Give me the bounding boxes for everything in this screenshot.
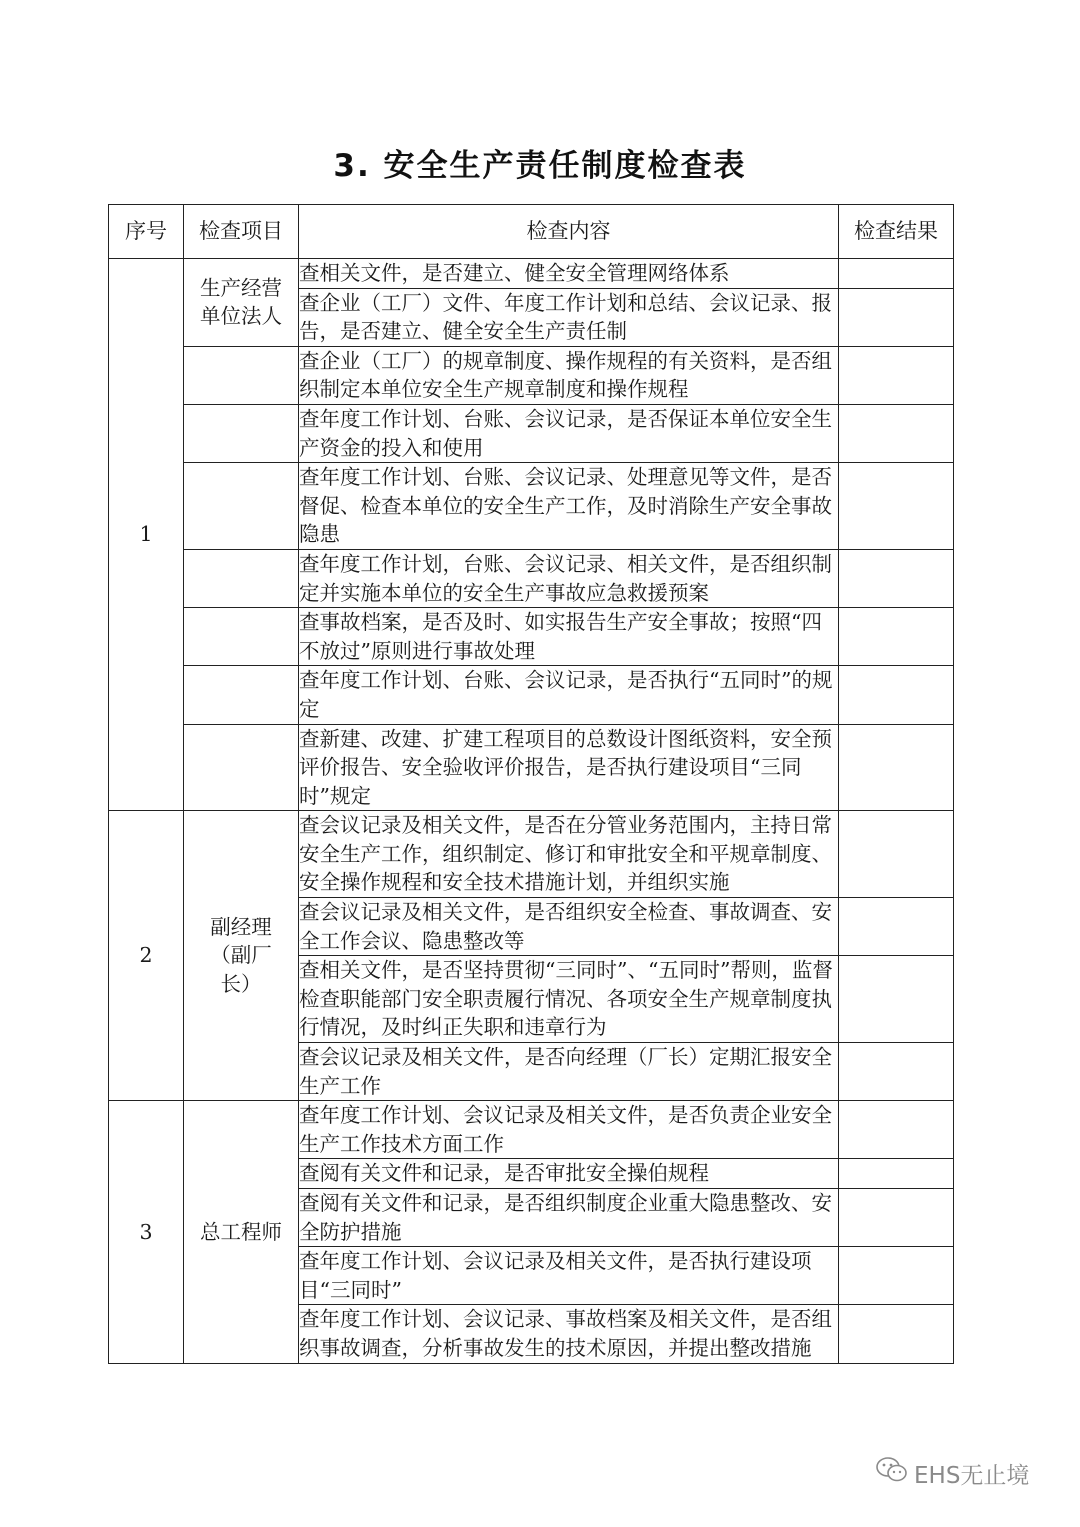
content-cell: 查会议记录及相关文件，是否向经理（厂长）定期汇报安全生产工作 xyxy=(299,1043,839,1101)
content-cell: 查新建、改建、扩建工程项目的总数设计图纸资料，安全预评价报告、安全验收评价报告，是否执行建设项目“三同时”规定 xyxy=(299,724,839,811)
content-cell: 查会议记录及相关文件，是否组织安全检查、事故调查、安全工作会议、隐患整改等 xyxy=(299,898,839,956)
content-cell: 查会议记录及相关文件，是否在分管业务范围内，主持日常安全生产工作，组织制定、修订和审批安全和平规章制度、安全操作规程和安全技术措施计划，并组织实施 xyxy=(299,811,839,898)
item-cell: 总工程师 xyxy=(184,1101,299,1363)
content-cell: 查年度工作计划、会议记录及相关文件，是否执行建设项目“三同时” xyxy=(299,1247,839,1305)
result-cell xyxy=(839,1189,954,1247)
result-cell xyxy=(839,259,954,289)
table-row xyxy=(109,463,954,550)
item-cell-empty xyxy=(184,666,299,724)
content-cell: 查阅有关文件和记录，是否组织制度企业重大隐患整改、安全防护措施 xyxy=(299,1189,839,1247)
content-cell: 查年度工作计划、会议记录及相关文件，是否负责企业安全生产工作技术方面工作 xyxy=(299,1101,839,1159)
table-row xyxy=(109,724,954,811)
result-cell xyxy=(839,1159,954,1189)
table-row xyxy=(109,549,954,607)
content-cell: 查年度工作计划、台账、会议记录，是否执行“五同时”的规定 xyxy=(299,666,839,724)
table-row xyxy=(109,404,954,462)
content-cell: 查企业（工厂）文件、年度工作计划和总结、会议记录、报告，是否建立、健全安全生产责任制 xyxy=(299,288,839,346)
item-cell: 生产经营单位法人 xyxy=(184,259,299,347)
result-cell xyxy=(839,608,954,666)
result-cell xyxy=(839,1101,954,1159)
content-cell: 查事故档案，是否及时、如实报告生产安全事故；按照“四不放过”原则进行事故处理 xyxy=(299,608,839,666)
seq-cell: 1 xyxy=(109,259,184,811)
result-cell xyxy=(839,549,954,607)
content-cell: 查企业（工厂）的规章制度、操作规程的有关资料，是否组织制定本单位安全生产规章制度和操作规程 xyxy=(299,346,839,404)
result-cell xyxy=(839,956,954,1043)
table-row xyxy=(109,346,954,404)
table-row xyxy=(109,1101,954,1159)
item-cell-empty xyxy=(184,724,299,811)
item-cell-empty xyxy=(184,608,299,666)
result-cell xyxy=(839,346,954,404)
page-title: 3. 安全生产责任制度检查表 xyxy=(333,148,747,184)
seq-cell: 3 xyxy=(109,1101,184,1363)
item-cell-empty xyxy=(184,549,299,607)
content-cell: 查阅有关文件和记录，是否审批安全操伯规程 xyxy=(299,1159,839,1189)
safety-checklist-table xyxy=(108,204,954,1364)
result-cell xyxy=(839,288,954,346)
content-cell: 查年度工作计划，台账、会议记录、相关文件，是否组织制定并实施本单位的安全生产事故应急救援预案 xyxy=(299,549,839,607)
content-cell: 查年度工作计划、台账、会议记录，是否保证本单位安全生产资金的投入和使用 xyxy=(299,404,839,462)
table-header-row xyxy=(109,205,954,259)
table-row xyxy=(109,666,954,724)
seq-cell: 2 xyxy=(109,811,184,1101)
result-cell xyxy=(839,1305,954,1363)
content-cell: 查年度工作计划、台账、会议记录、处理意见等文件，是否督促、检查本单位的安全生产工作，及时消除生产安全事故隐患 xyxy=(299,463,839,550)
item-cell: 副经理（副厂长） xyxy=(184,811,299,1101)
content-cell: 查相关文件，是否坚持贯彻“三同时”、“五同时”帮则，监督检查职能部门安全职责履行情况、各项安全生产规章制度执行情况，及时纠正失职和违章行为 xyxy=(299,956,839,1043)
wechat-icon xyxy=(876,1456,908,1490)
table-row xyxy=(109,259,954,289)
header-content: 检查内容 xyxy=(299,205,839,259)
result-cell xyxy=(839,898,954,956)
result-cell xyxy=(839,724,954,811)
item-cell-empty xyxy=(184,463,299,550)
header-seq: 序号 xyxy=(109,205,184,259)
watermark xyxy=(876,1456,1029,1490)
table-row xyxy=(109,608,954,666)
content-cell: 查相关文件，是否建立、健全安全管理网络体系 xyxy=(299,259,839,289)
watermark-text: EHS无止境 xyxy=(914,1462,1030,1489)
item-cell-empty xyxy=(184,404,299,462)
result-cell xyxy=(839,463,954,550)
result-cell xyxy=(839,1043,954,1101)
result-cell xyxy=(839,1247,954,1305)
result-cell xyxy=(839,404,954,462)
item-cell-empty xyxy=(184,346,299,404)
header-item: 检查项目 xyxy=(184,205,299,259)
header-result: 检查结果 xyxy=(839,205,954,259)
result-cell xyxy=(839,811,954,898)
table-row xyxy=(109,811,954,898)
result-cell xyxy=(839,666,954,724)
content-cell: 查年度工作计划、会议记录、事故档案及相关文件，是否组织事故调查，分析事故发生的技术原因，并提出整改措施 xyxy=(299,1305,839,1363)
